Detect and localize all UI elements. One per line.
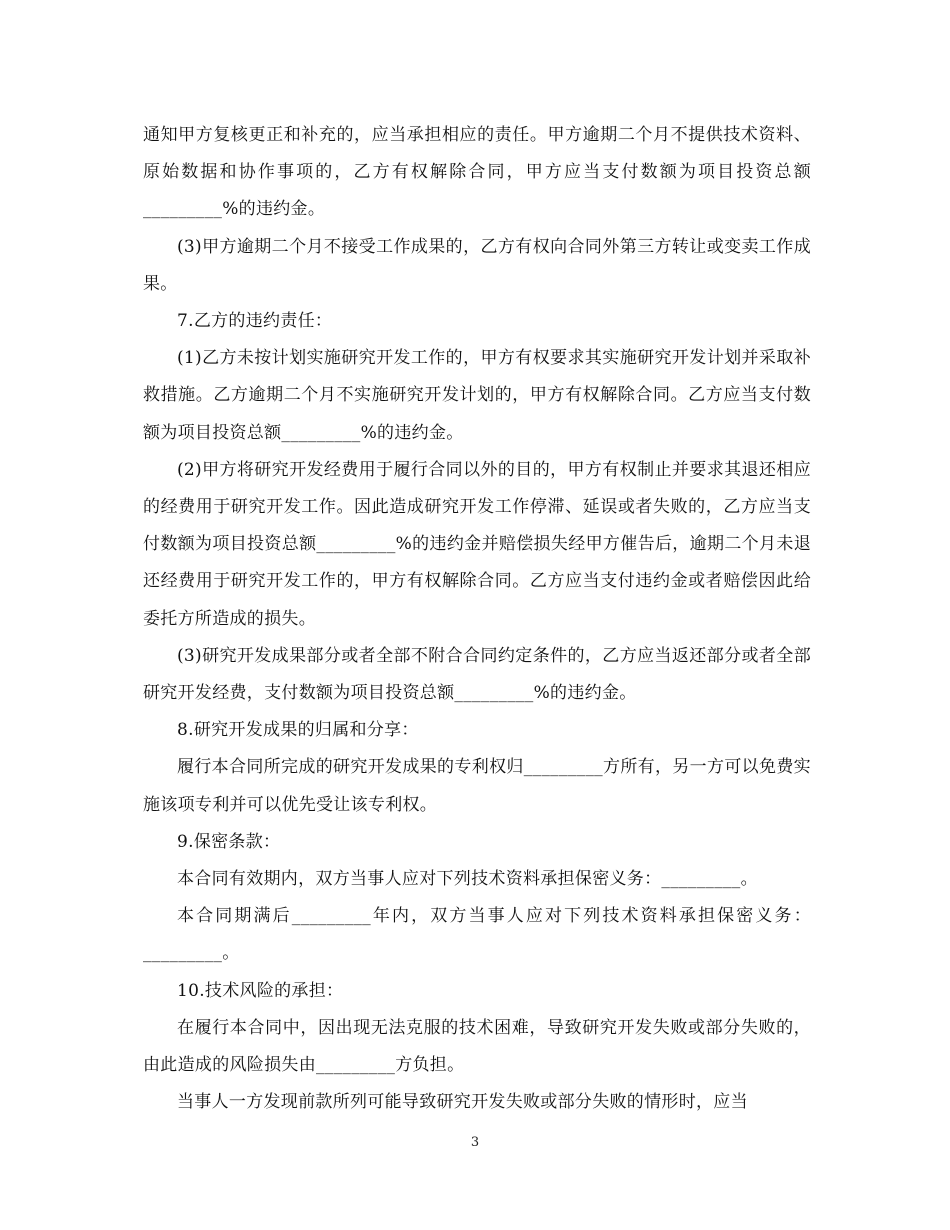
section-heading: 10.技术风险的承担： <box>177 980 344 1001</box>
paragraph: 当事人一方发现前款所列可能导致研究开发失败或部分失败的情形时，应当 <box>177 1092 748 1113</box>
paragraph: 本合同有效期内，双方当事人应对下列技术资料承担保密义务：_________。 <box>177 869 758 890</box>
paragraph: (2)甲方将研究开发经费用于履行合同以外的目的，甲方有权制止并要求其退还相应的经费用于研究开发工作。因此造成研究开发工作停滞、延误或者失败的，乙方应当支付数额为项目投资总额_________%的违约金并赔偿损失经甲方催告后，逾期二个月未退还经费用于研究开发工作的，甲方有权解除合同。乙方应当支付违约金或者赔偿因此给委托方所造成的损失。 <box>143 459 811 629</box>
paragraph: (1)乙方未按计划实施研究开发工作的，甲方有权要求其实施研究开发计划并采取补救措施。乙方逾期二个月不实施研究开发计划的，甲方有权解除合同。乙方应当支付数额为项目投资总额_________%的违约金。 <box>143 348 811 443</box>
paragraph: (3)研究开发成果部分或者全部不附合合同约定条件的，乙方应当返还部分或者全部研究开发经费，支付数额为项目投资总额_________%的违约金。 <box>143 645 811 704</box>
paragraph: (3)甲方逾期二个月不接受工作成果的，乙方有权向合同外第三方转让或变卖工作成果。 <box>143 236 811 294</box>
section-heading: 8.研究开发成果的归属和分享： <box>177 720 419 741</box>
page-number: 3 <box>470 1135 480 1150</box>
paragraph: 在履行本合同中，因出现无法克服的技术困难，导致研究开发失败或部分失败的，由此造成的风险损失由_________方负担。 <box>143 1017 811 1076</box>
section-heading: 9.保密条款： <box>177 831 281 852</box>
document-body <box>143 117 811 1121</box>
paragraph: 通知甲方复核更正和补充的，应当承担相应的责任。甲方逾期二个月不提供技术资料、原始数据和协作事项的，乙方有权解除合同，甲方应当支付数额为项目投资总额_________%的违约金。 <box>143 125 811 220</box>
paragraph: 履行本合同所完成的研究开发成果的专利权归_________方所有，另一方可以免费实施该项专利并可以优先受让该专利权。 <box>143 757 811 815</box>
section-heading: 7.乙方的违约责任： <box>177 311 333 332</box>
paragraph: 本合同期满后_________年内，双方当事人应对下列技术资料承担保密义务：_________。 <box>143 906 811 964</box>
